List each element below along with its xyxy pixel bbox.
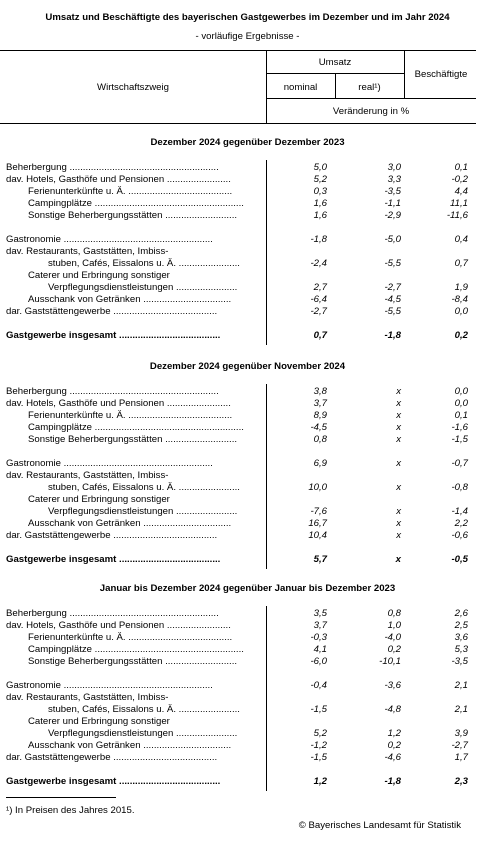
employees-value: 0,1 bbox=[454, 410, 468, 421]
employees-value: -2,7 bbox=[451, 740, 468, 751]
row-label: dav. Hotels, Gasthöfe und Pensionen ........................ bbox=[6, 620, 231, 631]
section-title: Dezember 2024 gegenüber November 2024 bbox=[149, 361, 346, 372]
table-row bbox=[6, 554, 476, 566]
row-label: Caterer und Erbringung sonstiger bbox=[28, 716, 170, 727]
row-label: dar. Gaststättengewerbe ....................................... bbox=[6, 306, 218, 317]
row-label: stuben, Cafés, Eissalons u. Ä. ....................... bbox=[48, 258, 240, 269]
employees-value: 2,6 bbox=[454, 608, 468, 619]
employees-value: -0,5 bbox=[451, 554, 468, 565]
nominal-value: 3,7 bbox=[313, 398, 327, 409]
nominal-value: -0,3 bbox=[310, 632, 327, 643]
nominal-value: -1,5 bbox=[310, 704, 327, 715]
employees-value: 0,0 bbox=[454, 386, 468, 397]
table-row bbox=[6, 680, 476, 692]
table-row bbox=[6, 198, 476, 210]
table-row bbox=[6, 608, 476, 620]
real-value: x bbox=[396, 422, 401, 433]
section-title: Dezember 2024 gegenüber Dezember 2023 bbox=[150, 137, 345, 148]
table-row bbox=[6, 704, 476, 716]
row-label: dav. Restaurants, Gaststätten, Imbiss- bbox=[6, 692, 169, 703]
row-label: dar. Gaststättengewerbe ....................................... bbox=[6, 530, 218, 541]
nominal-value: 3,5 bbox=[313, 608, 327, 619]
nominal-value: 5,2 bbox=[313, 174, 327, 185]
table-row bbox=[6, 518, 476, 530]
nominal-value: 4,1 bbox=[313, 644, 327, 655]
nominal-value: 10,4 bbox=[308, 530, 327, 541]
row-label: dav. Hotels, Gasthöfe und Pensionen ........................ bbox=[6, 398, 231, 409]
employees-value: -0,2 bbox=[451, 174, 468, 185]
real-value: x bbox=[396, 530, 401, 541]
table-row bbox=[6, 740, 476, 752]
real-value: -3,6 bbox=[384, 680, 401, 691]
row-label: Gastronomie ........................................................ bbox=[6, 680, 213, 691]
nominal-value: -1,5 bbox=[310, 752, 327, 763]
row-label: Ferienunterkünfte u. Ä. ....................................... bbox=[28, 632, 233, 643]
employees-value: -0,7 bbox=[451, 458, 468, 469]
real-value: -1,8 bbox=[384, 330, 401, 341]
employees-value: 2,3 bbox=[454, 776, 468, 787]
real-value: -10,1 bbox=[379, 656, 401, 667]
table-row bbox=[6, 716, 476, 728]
real-value: 1,2 bbox=[387, 728, 401, 739]
employees-value: 0,1 bbox=[454, 162, 468, 173]
row-label: Caterer und Erbringung sonstiger bbox=[28, 270, 170, 281]
real-value: -4,6 bbox=[384, 752, 401, 763]
row-label: Verpflegungsdienstleistungen ....................... bbox=[48, 728, 238, 739]
table-row bbox=[6, 458, 476, 470]
row-label: Verpflegungsdienstleistungen ....................... bbox=[48, 506, 238, 517]
row-label: Campingplätze ........................................................ bbox=[28, 198, 244, 209]
real-value: -1,1 bbox=[384, 198, 401, 209]
table-row bbox=[6, 270, 476, 282]
real-value: x bbox=[396, 506, 401, 517]
employees-value: -0,8 bbox=[451, 482, 468, 493]
row-label: Sonstige Beherbergungsstätten ........................... bbox=[28, 210, 238, 221]
table-subtitle: - vorläufige Ergebnisse - bbox=[195, 31, 300, 42]
nominal-value: 2,7 bbox=[313, 282, 327, 293]
employees-value: 1,9 bbox=[454, 282, 468, 293]
real-value: x bbox=[396, 458, 401, 469]
table-row bbox=[6, 494, 476, 506]
employees-value: 1,7 bbox=[454, 752, 468, 763]
nominal-value: 0,7 bbox=[313, 330, 327, 341]
table-row bbox=[6, 186, 476, 198]
nominal-value: -7,6 bbox=[310, 506, 327, 517]
table-row bbox=[6, 470, 476, 482]
real-value: x bbox=[396, 398, 401, 409]
real-value: x bbox=[396, 386, 401, 397]
row-label: stuben, Cafés, Eissalons u. Ä. ....................... bbox=[48, 482, 240, 493]
employees-value: 0,4 bbox=[454, 234, 468, 245]
employees-value: 2,1 bbox=[454, 680, 468, 691]
table-row bbox=[6, 246, 476, 258]
table-row bbox=[6, 398, 476, 410]
nominal-value: 10,0 bbox=[308, 482, 327, 493]
col-header-nominal: nominal bbox=[283, 82, 318, 93]
nominal-value: 5,7 bbox=[313, 554, 327, 565]
nominal-value: 5,2 bbox=[313, 728, 327, 739]
real-value: -3,5 bbox=[384, 186, 401, 197]
real-value: 3,0 bbox=[387, 162, 401, 173]
section-title: Januar bis Dezember 2024 gegenüber Januar bis Dezember 2023 bbox=[99, 583, 396, 594]
nominal-value: -2,4 bbox=[310, 258, 327, 269]
col-header-real: real¹) bbox=[358, 82, 381, 93]
table-row bbox=[6, 530, 476, 542]
nominal-value: 0,3 bbox=[313, 186, 327, 197]
employees-value: 0,0 bbox=[454, 306, 468, 317]
col-header-employees: Beschäftigte bbox=[414, 69, 468, 80]
change-label: Veränderung in % bbox=[332, 106, 410, 117]
row-label: Gastgewerbe insgesamt ...................................... bbox=[6, 554, 221, 565]
row-label: dav. Restaurants, Gaststätten, Imbiss- bbox=[6, 246, 169, 257]
real-value: 0,8 bbox=[387, 608, 401, 619]
table-row bbox=[6, 482, 476, 494]
table-row bbox=[6, 330, 476, 342]
real-value: x bbox=[396, 410, 401, 421]
real-value: 0,2 bbox=[387, 644, 401, 655]
nominal-value: -1,8 bbox=[310, 234, 327, 245]
real-value: x bbox=[396, 434, 401, 445]
row-label: Verpflegungsdienstleistungen ....................... bbox=[48, 282, 238, 293]
table-row bbox=[6, 162, 476, 174]
employees-value: -0,6 bbox=[451, 530, 468, 541]
subheader-underline bbox=[266, 98, 476, 99]
real-value: -4,5 bbox=[384, 294, 401, 305]
real-value: -4,0 bbox=[384, 632, 401, 643]
real-value: -5,5 bbox=[384, 258, 401, 269]
nominal-value: 0,8 bbox=[313, 434, 327, 445]
table-row bbox=[6, 620, 476, 632]
table-row bbox=[6, 656, 476, 668]
nominal-value: -1,2 bbox=[310, 740, 327, 751]
employees-value: 0,7 bbox=[454, 258, 468, 269]
real-value: -5,0 bbox=[384, 234, 401, 245]
row-label: stuben, Cafés, Eissalons u. Ä. ....................... bbox=[48, 704, 240, 715]
employees-value: 11,1 bbox=[450, 198, 468, 209]
employees-value: 5,3 bbox=[454, 644, 468, 655]
table-title: Umsatz und Beschäftigte des bayerischen Gastgewerbes im Dezember und im Jahr 2024 bbox=[45, 12, 450, 23]
row-label: Caterer und Erbringung sonstiger bbox=[28, 494, 170, 505]
nominal-value: -0,4 bbox=[310, 680, 327, 691]
nominal-value: 3,8 bbox=[313, 386, 327, 397]
real-value: x bbox=[396, 518, 401, 529]
table-row bbox=[6, 644, 476, 656]
row-label: Ferienunterkünfte u. Ä. ....................................... bbox=[28, 410, 233, 421]
header-bottom-rule bbox=[0, 123, 476, 124]
employees-value: -8,4 bbox=[451, 294, 468, 305]
employees-value: 0,2 bbox=[454, 330, 468, 341]
table-row bbox=[6, 632, 476, 644]
row-label: Ausschank von Getränken ................................. bbox=[28, 294, 232, 305]
employees-value: 4,4 bbox=[454, 186, 468, 197]
employees-value: 2,1 bbox=[454, 704, 468, 715]
table-row bbox=[6, 234, 476, 246]
real-value: x bbox=[396, 482, 401, 493]
row-label: Beherbergung ........................................................ bbox=[6, 386, 219, 397]
nominal-value: -6,4 bbox=[310, 294, 327, 305]
copyright: © Bayerisches Landesamt für Statistik bbox=[298, 820, 461, 831]
table-row bbox=[6, 210, 476, 222]
row-label: Ausschank von Getränken ................................. bbox=[28, 740, 232, 751]
real-value: x bbox=[395, 554, 401, 565]
row-label: Campingplätze ........................................................ bbox=[28, 422, 244, 433]
real-value: -2,9 bbox=[384, 210, 401, 221]
nominal-value: 3,7 bbox=[313, 620, 327, 631]
real-value: -4,8 bbox=[384, 704, 401, 715]
col-header-umsatz: Umsatz bbox=[318, 57, 352, 68]
table-row bbox=[6, 422, 476, 434]
table-row bbox=[6, 434, 476, 446]
nominal-value: 16,7 bbox=[308, 518, 327, 529]
row-label: Campingplätze ........................................................ bbox=[28, 644, 244, 655]
nominal-value: -6,0 bbox=[310, 656, 327, 667]
nominal-value: -4,5 bbox=[310, 422, 327, 433]
row-label: Beherbergung ........................................................ bbox=[6, 608, 219, 619]
col-header-branch: Wirtschaftszweig bbox=[97, 82, 169, 93]
employees-value: 0,0 bbox=[454, 398, 468, 409]
row-label: Ausschank von Getränken ................................. bbox=[28, 518, 232, 529]
row-label: Gastgewerbe insgesamt ...................................... bbox=[6, 776, 221, 787]
table-row bbox=[6, 386, 476, 398]
nominal-value: 5,0 bbox=[313, 162, 327, 173]
employees-value: -1,6 bbox=[451, 422, 468, 433]
row-label: dar. Gaststättengewerbe ....................................... bbox=[6, 752, 218, 763]
nominal-value: 6,9 bbox=[313, 458, 327, 469]
row-label: Gastgewerbe insgesamt ...................................... bbox=[6, 330, 221, 341]
real-value: -2,7 bbox=[384, 282, 401, 293]
nominal-value: 8,9 bbox=[313, 410, 327, 421]
footnote-rule bbox=[6, 797, 116, 798]
table-row bbox=[6, 692, 476, 704]
employees-value: -1,4 bbox=[451, 506, 468, 517]
real-value: -1,8 bbox=[384, 776, 401, 787]
employees-value: -3,5 bbox=[451, 656, 468, 667]
table-row bbox=[6, 306, 476, 318]
table-row bbox=[6, 258, 476, 270]
employees-value: 2,2 bbox=[454, 518, 468, 529]
employees-value: 2,5 bbox=[454, 620, 468, 631]
table-row bbox=[6, 174, 476, 186]
real-value: 3,3 bbox=[387, 174, 401, 185]
table-row bbox=[6, 506, 476, 518]
real-value: 1,0 bbox=[387, 620, 401, 631]
row-label: dav. Restaurants, Gaststätten, Imbiss- bbox=[6, 470, 169, 481]
row-label: Beherbergung ........................................................ bbox=[6, 162, 219, 173]
nominal-value: 1,2 bbox=[313, 776, 327, 787]
real-value: -5,5 bbox=[384, 306, 401, 317]
row-label: dav. Hotels, Gasthöfe und Pensionen ........................ bbox=[6, 174, 231, 185]
table-row bbox=[6, 410, 476, 422]
table-row bbox=[6, 752, 476, 764]
row-label: Ferienunterkünfte u. Ä. ....................................... bbox=[28, 186, 233, 197]
footnote: ¹) In Preisen des Jahres 2015. bbox=[6, 805, 135, 816]
table-row bbox=[6, 776, 476, 788]
nominal-value: 1,6 bbox=[313, 198, 327, 209]
row-label: Gastronomie ........................................................ bbox=[6, 234, 213, 245]
table-row bbox=[6, 728, 476, 740]
employees-value: 3,9 bbox=[454, 728, 468, 739]
employees-value: -1,5 bbox=[451, 434, 468, 445]
table-row bbox=[6, 294, 476, 306]
employees-value: 3,6 bbox=[454, 632, 468, 643]
nominal-value: 1,6 bbox=[313, 210, 327, 221]
row-label: Sonstige Beherbergungsstätten ........................... bbox=[28, 434, 238, 445]
table-row bbox=[6, 282, 476, 294]
nominal-value: -2,7 bbox=[310, 306, 327, 317]
real-value: 0,2 bbox=[387, 740, 401, 751]
row-label: Sonstige Beherbergungsstätten ........................... bbox=[28, 656, 238, 667]
row-label: Gastronomie ........................................................ bbox=[6, 458, 213, 469]
employees-value: -11,6 bbox=[446, 210, 468, 221]
